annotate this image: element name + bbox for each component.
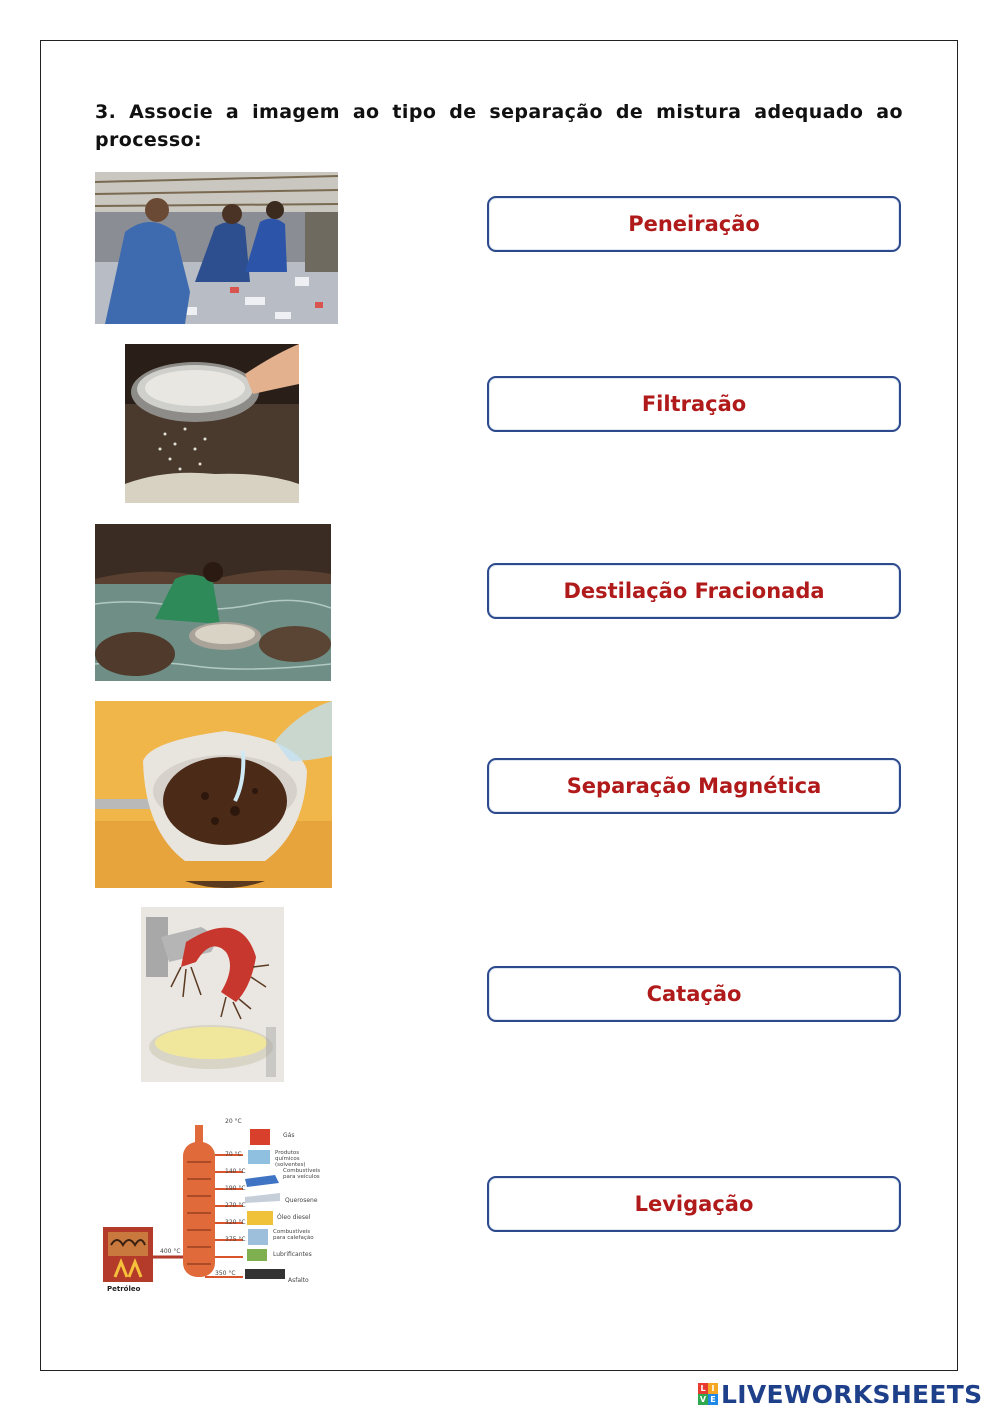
image-gold-panning[interactable] xyxy=(95,524,331,681)
answer-label: Separação Magnética xyxy=(566,774,822,798)
answer-label: Levigação xyxy=(634,1192,754,1216)
answer-box-catacao[interactable] xyxy=(487,966,901,1022)
image-filtration[interactable] xyxy=(95,701,332,888)
product-label-5: Óleo diesel xyxy=(277,1214,311,1221)
answer-box-levigacao[interactable] xyxy=(487,1176,901,1232)
question-text: 3. Associe a imagem ao tipo de separação de mistura adequado ao processo: xyxy=(95,101,903,151)
product-label-3: Combustíveis para veículos xyxy=(283,1168,321,1180)
temp-label-3: 140 °C xyxy=(225,1168,246,1175)
product-label-6: Combustíveis para calefação xyxy=(273,1229,314,1241)
image-manual-sorting[interactable] xyxy=(95,172,338,324)
temp-label-8: 400 °C xyxy=(160,1248,181,1255)
temp-label-9: 350 °C xyxy=(215,1270,236,1277)
furnace-label: Petróleo xyxy=(107,1285,141,1293)
liveworksheets-brand[interactable] xyxy=(698,1378,982,1410)
answer-label: Destilação Fracionada xyxy=(563,579,825,603)
product-label-1: Gás xyxy=(283,1132,295,1139)
answer-box-separacao-magnetica[interactable] xyxy=(487,758,901,814)
answer-label: Filtração xyxy=(641,392,747,416)
product-label-7: Lubrificantes xyxy=(273,1251,312,1258)
answer-box-filtracao[interactable] xyxy=(487,376,901,432)
answer-label: Peneiração xyxy=(628,212,760,236)
brand-name: LIVEWORKSHEETS xyxy=(721,1379,983,1409)
temp-label-5: 270 °C xyxy=(225,1202,246,1209)
temp-label-7: 375 °C xyxy=(225,1236,246,1243)
product-label-4: Querosene xyxy=(285,1197,318,1204)
product-label-2: Produtos químicos (solventes) xyxy=(275,1150,306,1168)
answer-label: Catação xyxy=(646,982,742,1006)
image-fractional-distillation[interactable] xyxy=(95,1117,325,1297)
temp-label-1: 20 °C xyxy=(225,1118,242,1125)
temp-label-2: 70 °C xyxy=(225,1151,242,1158)
image-magnetic-separation[interactable] xyxy=(141,907,284,1082)
temp-label-6: 320 °C xyxy=(225,1219,246,1226)
answer-box-peneiracao[interactable] xyxy=(487,196,901,252)
liveworksheets-logo-icon: L I V E xyxy=(698,1383,718,1405)
image-sieving[interactable] xyxy=(125,344,299,503)
temp-label-4: 190 °C xyxy=(225,1185,246,1192)
answer-box-destilacao-fracionada[interactable] xyxy=(487,563,901,619)
product-label-8: Asfalto xyxy=(288,1277,309,1284)
